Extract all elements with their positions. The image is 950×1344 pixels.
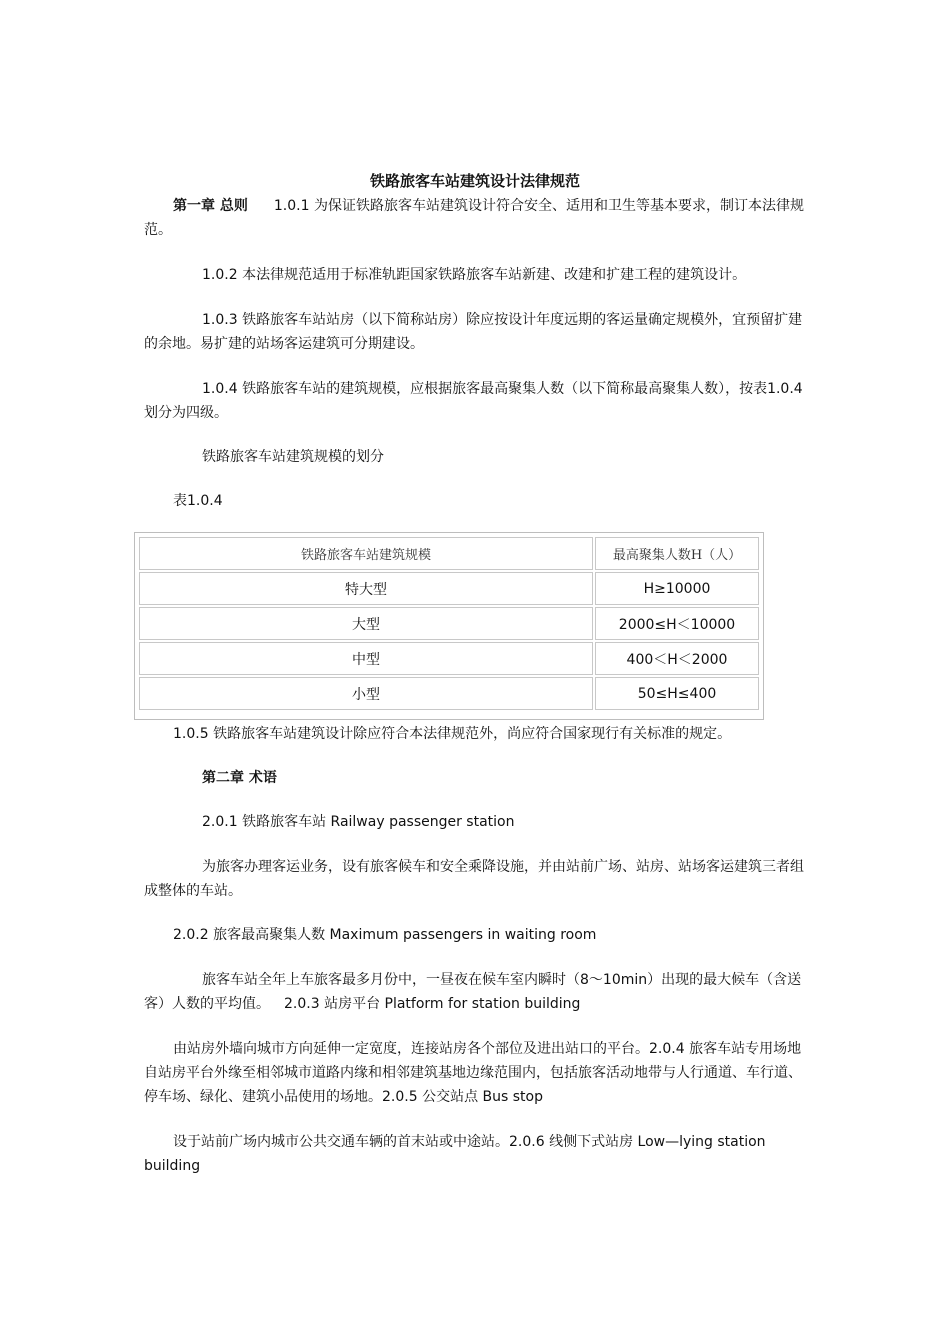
clause-1-0-4: 1.0.4 铁路旅客车站的建筑规模，应根据旅客最高聚集人数（以下简称最高聚集人数），按表1.0.4划分为四级。 bbox=[144, 381, 803, 421]
clause-1-0-5: 1.0.5 铁路旅客车站建筑设计除应符合本法律规范外，尚应符合国家现行有关标准的规定。 bbox=[173, 726, 732, 742]
table-cell-count: 50≤H≤400 bbox=[595, 677, 759, 710]
table-row bbox=[139, 677, 759, 710]
table-cell-scale: 小型 bbox=[139, 677, 593, 710]
table-cell-count: 400＜H＜2000 bbox=[595, 642, 759, 675]
table-cell-count: 2000≤H＜10000 bbox=[595, 607, 759, 640]
paragraph-2-0-2 bbox=[144, 968, 806, 1016]
table-cell-scale: 大型 bbox=[139, 607, 593, 640]
scale-table bbox=[134, 532, 764, 720]
term-2-0-4: 2.0.4 旅客车站专用场地 bbox=[649, 1041, 802, 1057]
term-2-0-6: 2.0.6 线侧下式站房 Low—lying station building bbox=[144, 1134, 766, 1174]
table-row bbox=[139, 642, 759, 675]
definition-2-0-5: 设于站前广场内城市公共交通车辆的首末站或中途站。 bbox=[173, 1134, 509, 1150]
clause-1-0-1: 1.0.1 为保证铁路旅客车站建筑设计符合安全、适用和卫生等基本要求，制订本法律规范。 bbox=[144, 198, 804, 238]
definition-2-0-4: 自站房平台外缘至相邻城市道路内缘和相邻建筑基地边缘范围内，包括旅客活动地带与人行通道、车行道、停车场、绿化、建筑小品使用的场地。 bbox=[144, 1065, 802, 1105]
chapter-2-heading: 第二章 术语 bbox=[202, 770, 277, 786]
table-cell-count: H≥10000 bbox=[595, 572, 759, 605]
table-header-cell: 最高聚集人数H（人） bbox=[595, 537, 759, 570]
definition-2-0-3: 由站房外墙向城市方向延伸一定宽度，连接站房各个部位及进出站口的平台。 bbox=[173, 1041, 649, 1057]
paragraph-2-0-5 bbox=[144, 1130, 806, 1178]
table-header-cell: 铁路旅客车站建筑规模 bbox=[139, 537, 593, 570]
table-row bbox=[139, 607, 759, 640]
table-header-row bbox=[139, 537, 759, 570]
table-number: 表1.0.4 bbox=[173, 493, 223, 509]
clause-1-0-2: 1.0.2 本法律规范适用于标准轨距国家铁路旅客车站新建、改建和扩建工程的建筑设计。 bbox=[202, 267, 747, 283]
table-caption: 铁路旅客车站建筑规模的划分 bbox=[202, 449, 384, 465]
definition-2-0-1: 为旅客办理客运业务，设有旅客候车和安全乘降设施，并由站前广场、站房、站场客运建筑三者组成整体的车站。 bbox=[144, 859, 804, 899]
definition-2-0-2: 旅客车站全年上车旅客最多月份中，一昼夜在候车室内瞬时（8～10min）出现的最大候车（含送客）人数的平均值。 bbox=[144, 972, 802, 1012]
chapter-1-heading: 第一章 总则 bbox=[173, 198, 248, 214]
table-row bbox=[139, 572, 759, 605]
term-2-0-5: 2.0.5 公交站点 Bus stop bbox=[382, 1089, 543, 1105]
table-cell-scale: 特大型 bbox=[139, 572, 593, 605]
table-cell-scale: 中型 bbox=[139, 642, 593, 675]
term-2-0-1: 2.0.1 铁路旅客车站 Railway passenger station bbox=[202, 814, 515, 830]
paragraph-1-0-1 bbox=[144, 194, 806, 242]
clause-1-0-3: 1.0.3 铁路旅客车站站房（以下简称站房）除应按设计年度远期的客运量确定规模外，宜预留扩建的余地。易扩建的站场客运建筑可分期建设。 bbox=[144, 312, 803, 352]
term-2-0-2: 2.0.2 旅客最高聚集人数 Maximum passengers in waiting room bbox=[173, 927, 597, 943]
term-2-0-3: 2.0.3 站房平台 Platform for station building bbox=[284, 996, 581, 1012]
paragraph-2-0-3 bbox=[144, 1037, 806, 1109]
page-title: 铁路旅客车站建筑设计法律规范 bbox=[369, 172, 580, 190]
